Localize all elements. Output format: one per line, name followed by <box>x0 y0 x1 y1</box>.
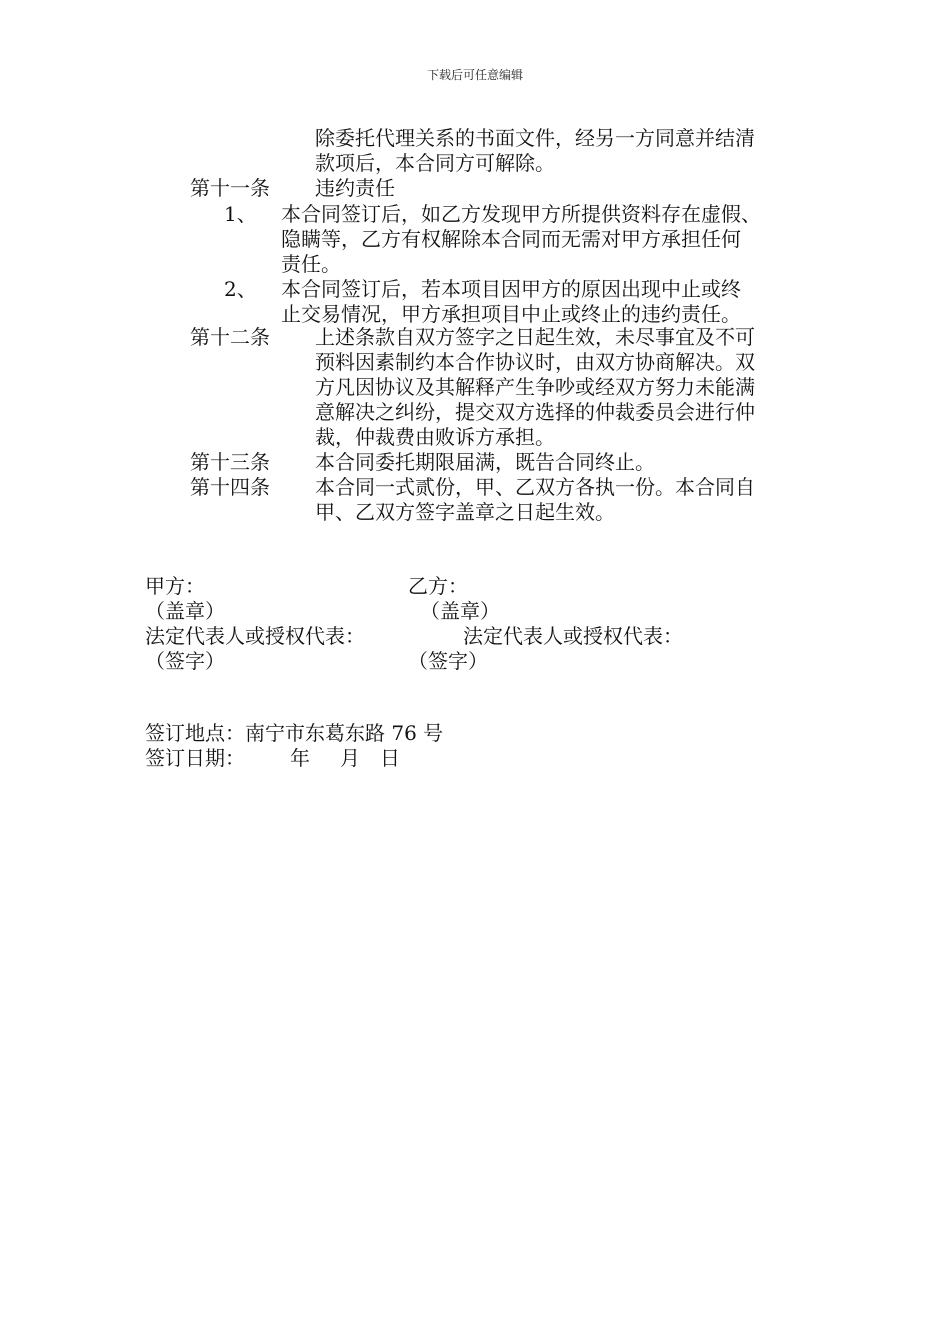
clause-continuation-line-1: 除委托代理关系的书面文件，经另一方同意并结清 <box>315 126 755 150</box>
signing-date-label: 签订日期： <box>145 746 245 770</box>
article-12-line-3: 方凡因协议及其解释产生争吵或经双方努力未能满 <box>315 375 755 399</box>
party-a-label: 甲方： <box>145 574 205 598</box>
article-12-line-1: 上述条款自双方签字之日起生效，未尽事宜及不可 <box>315 325 755 349</box>
party-b-label: 乙方： <box>408 574 468 598</box>
article-11-item-1-number: 1、 <box>224 202 257 226</box>
article-14-line-1: 本合同一式贰份，甲、乙双方各执一份。本合同自 <box>315 475 755 499</box>
article-14-line-2: 甲、乙双方签字盖章之日起生效。 <box>315 500 615 524</box>
party-b-seal: （盖章） <box>420 599 500 623</box>
article-11-item-2-line-1: 本合同签订后，若本项目因甲方的原因出现中止或终 <box>281 277 741 301</box>
signing-place: 签订地点：南宁市东葛东路 76 号 <box>145 721 444 745</box>
party-b-representative: 法定代表人或授权代表： <box>463 624 683 648</box>
signing-date-year: 年 <box>290 746 310 770</box>
article-12-line-4: 意解决之纠纷，提交双方选择的仲裁委员会进行仲 <box>315 400 755 424</box>
article-11-item-2-number: 2、 <box>224 277 257 301</box>
party-a-seal: （盖章） <box>145 599 225 623</box>
article-11-item-1-line-1: 本合同签订后，如乙方发现甲方所提供资料存在虚假、 <box>281 202 761 226</box>
article-11-title: 违约责任 <box>315 176 395 200</box>
article-13-line-1: 本合同委托期限届满，既告合同终止。 <box>315 450 655 474</box>
article-11-label: 第十一条 <box>190 176 270 200</box>
article-12-line-2: 预料因素制约本合作协议时，由双方协商解决。双 <box>315 350 755 374</box>
header-note: 下载后可任意编辑 <box>426 68 523 82</box>
article-11-item-2-line-2: 止交易情况，甲方承担项目中止或终止的违约责任。 <box>281 302 741 326</box>
article-11-item-1-line-3: 责任。 <box>281 252 341 276</box>
clause-continuation-line-2: 款项后，本合同方可解除。 <box>315 151 555 175</box>
signing-date-month: 月 <box>340 746 360 770</box>
article-12-line-5: 裁，仲裁费由败诉方承担。 <box>315 425 555 449</box>
article-11-item-1-line-2: 隐瞒等，乙方有权解除本合同而无需对甲方承担任何 <box>281 227 741 251</box>
signing-date-day: 日 <box>380 746 400 770</box>
party-a-representative: 法定代表人或授权代表： <box>145 624 365 648</box>
article-12-label: 第十二条 <box>190 325 270 349</box>
party-a-signature: （签字） <box>145 649 225 673</box>
article-14-label: 第十四条 <box>190 475 270 499</box>
party-b-signature: （签字） <box>408 649 488 673</box>
article-13-label: 第十三条 <box>190 450 270 474</box>
